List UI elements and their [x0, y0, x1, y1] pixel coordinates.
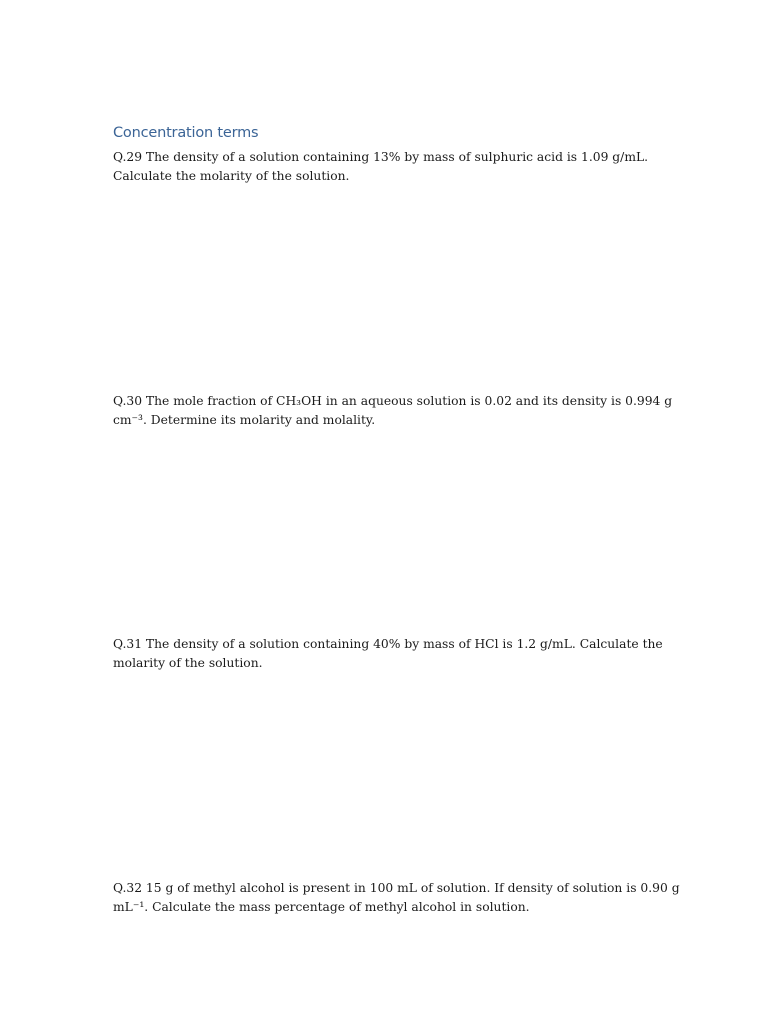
question-29: [113, 148, 658, 186]
question-29-line-1: Q.29 The density of a solution containing 13% by mass of sulphuric acid is 1.09 g/mL.: [113, 150, 649, 164]
section-heading: Concentration terms: [113, 125, 259, 141]
question-32-line-1: Q.32 15 g of methyl alcohol is present in 100 mL of solution. If density of solution is 0.90 g: [113, 881, 680, 895]
question-32: [113, 879, 680, 917]
question-31-line-1: Q.31 The density of a solution containing 40% by mass of HCl is 1.2 g/mL. Calculate the: [113, 637, 663, 651]
question-30: [113, 392, 673, 430]
question-31: [113, 635, 663, 673]
question-31-line-2: molarity of the solution.: [113, 656, 263, 670]
question-29-line-2: Calculate the molarity of the solution.: [113, 169, 350, 183]
question-30-line-2: cm⁻³. Determine its molarity and molality.: [113, 413, 376, 427]
question-30-line-1: Q.30 The mole fraction of CH₃OH in an aqueous solution is 0.02 and its density is 0.994 g: [113, 394, 673, 408]
question-32-line-2: mL⁻¹. Calculate the mass percentage of methyl alcohol in solution.: [113, 900, 530, 914]
